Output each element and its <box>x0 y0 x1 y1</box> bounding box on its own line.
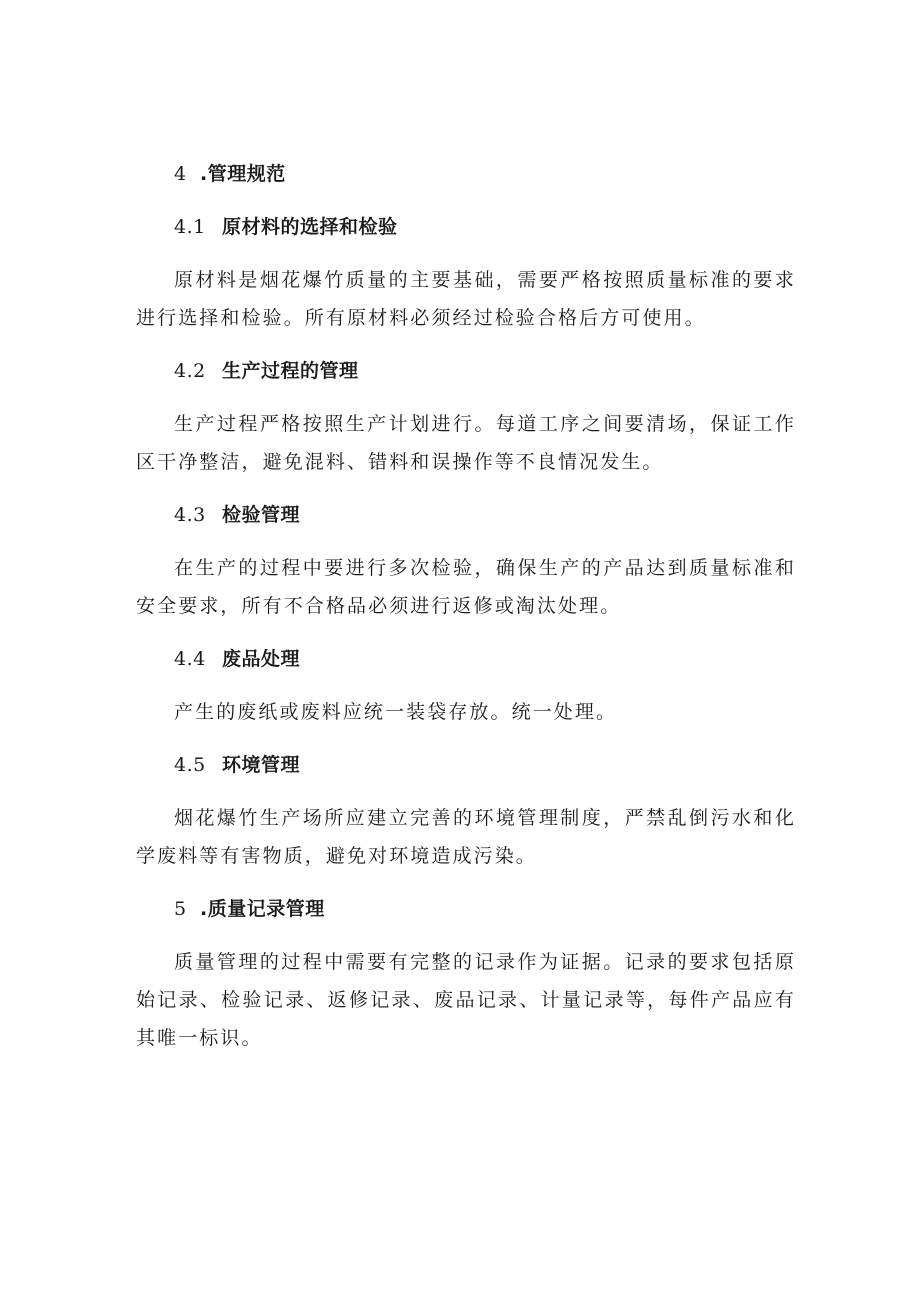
section-number: 4.3 <box>174 504 206 526</box>
section-heading-4-4 <box>136 640 796 678</box>
section-title: 生产过程的管理 <box>222 360 359 382</box>
paragraph-4-5: 烟花爆竹生产场所应建立完善的环境管理制度，严禁乱倒污水和化学废料等有害物质，避免对环境造成污染。 <box>136 807 796 867</box>
paragraph-4-2: 生产过程严格按照生产计划进行。每道工序之间要清场，保证工作区干净整洁，避免混料、错料和误操作等不良情况发生。 <box>136 413 796 473</box>
section-number: 4.5 <box>174 754 206 776</box>
section-title: .质量记录管理 <box>200 898 325 920</box>
paragraph-4-1: 原材料是烟花爆竹质量的主要基础，需要严格按照质量标准的要求进行选择和检验。所有原材料必须经过检验合格后方可使用。 <box>136 269 796 329</box>
section-number: 4.4 <box>174 648 206 670</box>
paragraph-4-4: 产生的废纸或废料应统一装袋存放。统一处理。 <box>174 701 618 723</box>
paragraph-4-3: 在生产的过程中要进行多次检验，确保生产的产品达到质量标准和安全要求，所有不合格品必须进行返修或淘汰处理。 <box>136 557 796 617</box>
section-number: 4 <box>174 163 187 185</box>
section-heading-4-1 <box>136 208 796 246</box>
section-title: 废品处理 <box>222 648 301 670</box>
section-heading-4 <box>136 155 796 193</box>
section-number: 5 <box>174 898 187 920</box>
section-heading-4-2 <box>136 352 796 390</box>
document-page <box>136 155 796 1057</box>
section-heading-4-3 <box>136 496 796 534</box>
section-title: 环境管理 <box>222 754 301 776</box>
section-heading-4-5 <box>136 746 796 784</box>
paragraph-5: 质量管理的过程中需要有完整的记录作为证据。记录的要求包括原始记录、检验记录、返修记录、废品记录、计量记录等，每件产品应有其唯一标识。 <box>136 951 796 1049</box>
section-title: 检验管理 <box>222 504 301 526</box>
section-title: .管理规范 <box>200 163 286 185</box>
section-number: 4.1 <box>174 216 206 238</box>
section-title: 原材料的选择和检验 <box>222 216 398 238</box>
section-heading-5 <box>136 890 796 928</box>
section-number: 4.2 <box>174 360 206 382</box>
